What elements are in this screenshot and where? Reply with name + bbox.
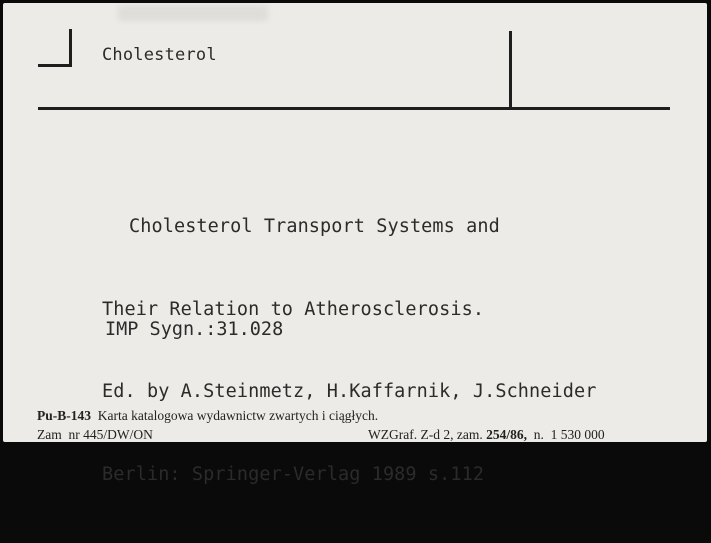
print-run: n. 1 530 000 (533, 427, 605, 442)
faded-stamp (118, 5, 268, 21)
footer-form-line (37, 408, 378, 424)
right-column-rule (509, 31, 512, 109)
entry-title-line-1: Cholesterol Transport Systems and (129, 216, 500, 237)
printer-order: 254/86, (486, 427, 527, 442)
footer-order-number: Zam nr 445/DW/ON (37, 427, 153, 442)
shelfmark: IMP Sygn.:31.028 (105, 319, 284, 340)
entry-imprint-line: Berlin: Springer-Verlag 1989 s.112 (102, 463, 485, 485)
heading-underline (38, 107, 670, 110)
form-title: Karta katalogowa wydawnictw zwartych i ciągłych. (97, 408, 379, 423)
catalog-card (3, 3, 707, 485)
printer-name: WZGraf. Z-d 2, zam. (368, 427, 483, 442)
left-corner-rule-vertical (69, 29, 72, 67)
entry-title-line-2: Their Relation to Atherosclerosis. (102, 298, 485, 320)
entry-editors-line: Ed. by A.Steinmetz, H.Kaffarnik, J.Schneider (102, 381, 597, 402)
footer-printer-line (368, 427, 605, 443)
form-code: Pu-B-143 (37, 408, 91, 423)
subject-heading: Cholesterol (102, 45, 217, 65)
left-corner-rule-horizontal (38, 64, 72, 67)
bibliographic-entry (102, 158, 596, 543)
